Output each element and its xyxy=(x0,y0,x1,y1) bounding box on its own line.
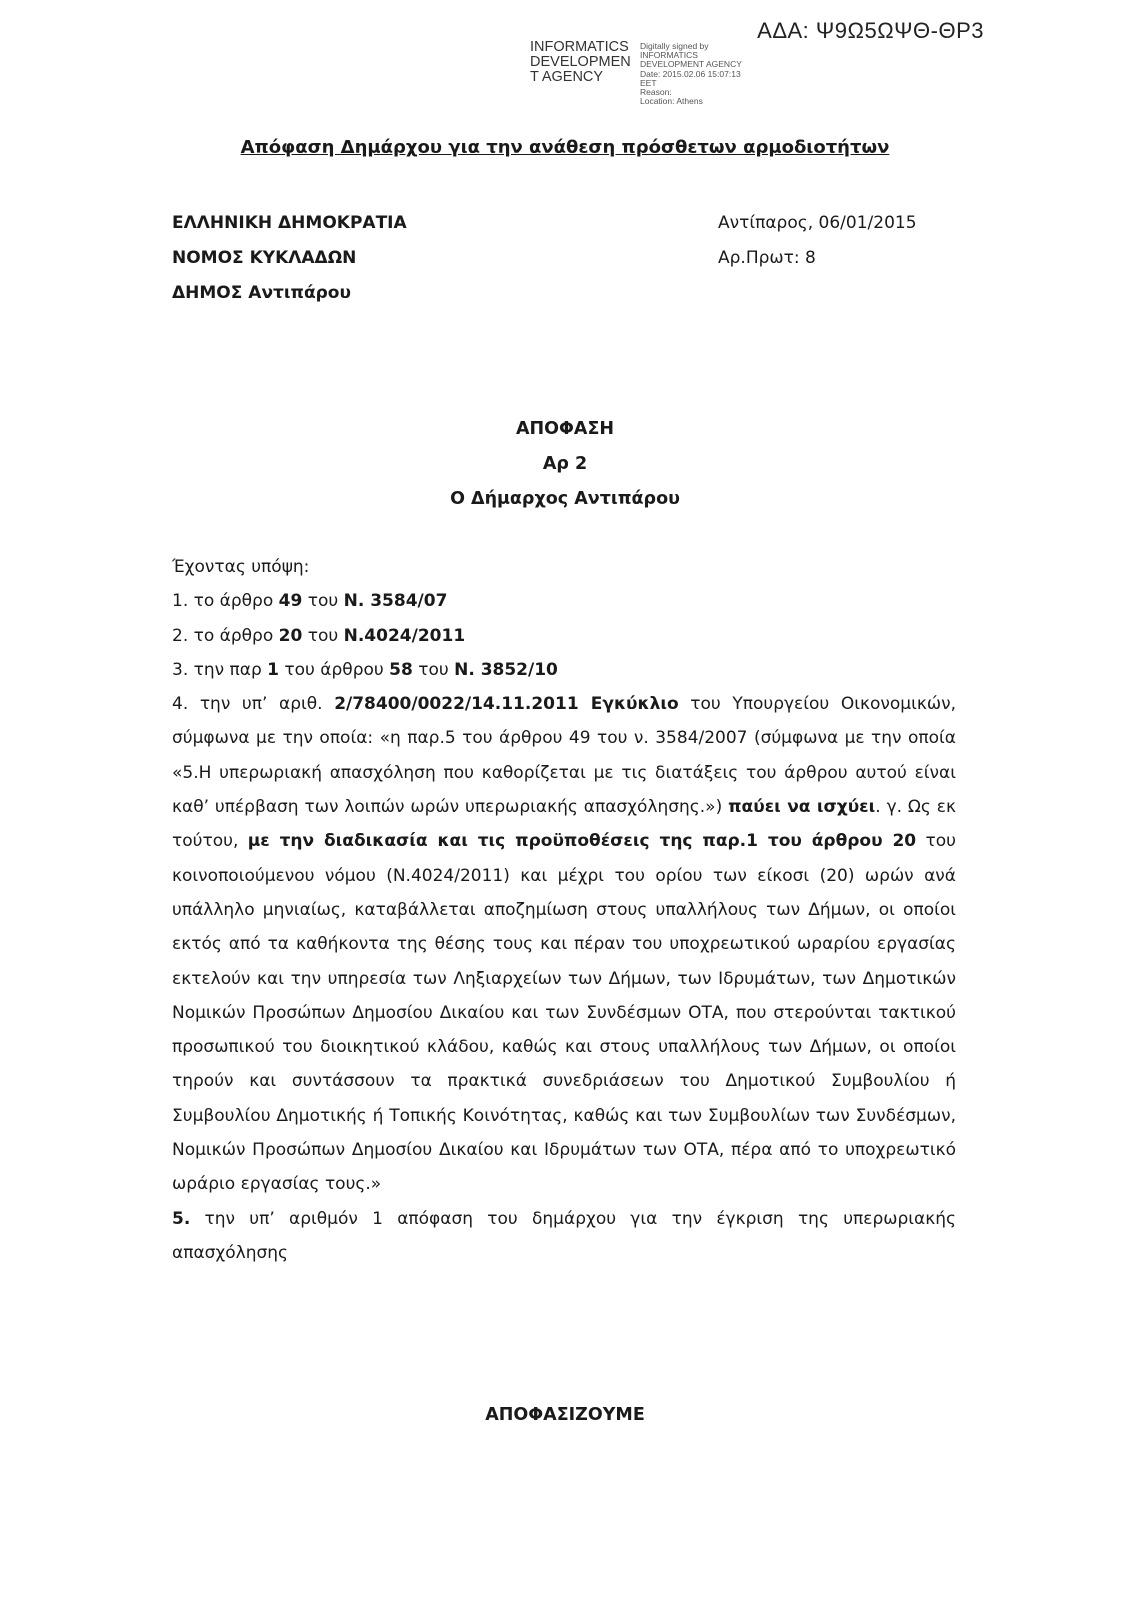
text: του Υπουργείου Οικονομικών, σύμφωνα με την οποία: «η παρ.5 του άρθρου 49 του ν. 3584/2007 (σύμφωνα με την οποία «5.Η υπερωριακή απασχόληση που καθορίζεται με τις διατάξεις του άρθρου αυτού είναι καθ’ υπέρβαση των λοιπών ωρών υπερωριακής απασχόλησης.») xyxy=(172,694,957,818)
text: του xyxy=(302,591,344,612)
consideration-item-1 xyxy=(172,584,956,618)
protocol-number: Αρ.Πρωτ: 8 xyxy=(718,248,816,268)
bold-text: 1 xyxy=(267,659,280,680)
issuer-header xyxy=(172,206,407,311)
bold-text: παύει να ισχύει xyxy=(728,797,876,818)
text: . γ. Ως εκ τούτου, xyxy=(172,797,956,852)
decision-number: Αρ 2 xyxy=(542,454,588,474)
signature-detail-line: INFORMATICS xyxy=(640,50,698,61)
digital-signature xyxy=(530,40,742,106)
text: του άρθρου xyxy=(279,659,390,680)
text: 4. την υπ’ αριθ. xyxy=(172,694,335,715)
bold-text: Ν.4024/2011 xyxy=(343,625,466,646)
text: του κοινοποιούμενου νόμου (Ν.4024/2011) και μέχρι του ορίου των είκοσι (20) ωρών ανά υπάλληλο μηνιαίως, καταβάλλεται αποζημίωση στους υπαλλήλους των Δήμων, οι οποίοι εκτός από τα καθήκοντα της θέσης τους και πέραν του υποχρεωτικού ωραρίου εργασίας εκτελούν και την υπηρεσία των Ληξιαρχείων των Δήμων, των Ιδρυμάτων, των Δημοτικών Νομικών Προσώπων Δημοσίου Δικαίου και των Συνδέσμων ΟΤΑ, που στερούνται τακτικού προσωπικού του διοικητικού κλάδου, καθώς και στους υπαλλήλους των Δήμων, οι οποίοι τηρούν και συντάσσουν τα πρακτικά συνεδριάσεων του Δημοτικού Συμβουλίου ή Συμβουλίου Δημοτικής ή Τοπικής Κοινότητας, καθώς και των Συμβουλίων των Συνδέσμων, Νομικών Προσώπων Δημοσίου Δικαίου και Ιδρυμάτων των ΟΤΑ, πέρα από το υποχρεωτικό ωράριο εργασίας τους.» xyxy=(172,831,956,1195)
text: του xyxy=(412,659,455,680)
decision-heading-block xyxy=(0,412,1130,517)
text: 1. το άρθρο xyxy=(172,591,279,612)
consideration-item-5 xyxy=(172,1202,956,1271)
bold-text: με την διαδικασία και τις προϋποθέσεις της παρ.1 του άρθρου 20 xyxy=(247,831,917,852)
bold-text: 5. xyxy=(172,1208,191,1229)
signer-name xyxy=(530,40,638,85)
considering-intro: Έχοντας υπόψη: xyxy=(172,557,310,577)
considerations xyxy=(172,550,956,1270)
consideration-item-2 xyxy=(172,619,956,653)
signer-name-line: INFORMATICS xyxy=(530,39,629,55)
place-date: Αντίπαρος, 06/01/2015 xyxy=(718,213,917,233)
text: του xyxy=(302,625,344,646)
signature-detail-line: Reason: xyxy=(640,87,672,98)
consideration-item-3 xyxy=(172,653,956,687)
signature-detail-line: EET xyxy=(640,77,657,88)
bold-text: 58 xyxy=(389,659,413,680)
decision-issuer: Ο Δήμαρχος Αντιπάρου xyxy=(450,489,680,509)
signature-detail-line: DEVELOPMENT AGENCY xyxy=(640,59,742,70)
signature-detail-line: Digitally signed by xyxy=(640,41,709,51)
header-municipality: ΔΗΜΟΣ Αντιπάρου xyxy=(172,283,351,303)
we-decide-heading: ΑΠΟΦΑΣΙΖΟΥΜΕ xyxy=(485,1405,645,1425)
signer-name-line: T AGENCY xyxy=(530,69,604,85)
document-title: Απόφαση Δημάρχου για την ανάθεση πρόσθετων αρμοδιοτήτων xyxy=(240,137,890,158)
text: την υπ’ αριθμόν 1 απόφαση του δημάρχου για την έγκριση της υπερωριακής απασχόλησης xyxy=(172,1208,956,1263)
bold-text: 2/78400/0022/14.11.2011 Εγκύκλιο xyxy=(334,694,679,715)
bold-text: 49 xyxy=(278,591,303,612)
signer-name-line: DEVELOPMEN xyxy=(530,54,631,70)
text: 2. το άρθρο xyxy=(172,625,279,646)
signature-detail-line: Location: Athens xyxy=(640,96,703,107)
bold-text: Ν. 3584/07 xyxy=(343,591,448,612)
decision-heading: ΑΠΟΦΑΣΗ xyxy=(515,419,615,439)
date-protocol-header xyxy=(718,206,917,276)
bold-text: Ν. 3852/10 xyxy=(454,659,558,680)
text: 3. την παρ xyxy=(172,659,268,680)
header-prefecture: ΝΟΜΟΣ ΚΥΚΛΑΔΩΝ xyxy=(172,248,357,268)
ada-code: ΑΔΑ: Ψ9Ω5ΩΨΘ-ΘΡ3 xyxy=(757,18,984,43)
consideration-item-4 xyxy=(172,687,956,1201)
header-republic: ΕΛΛΗΝΙΚΗ ΔΗΜΟΚΡΑΤΙΑ xyxy=(172,213,407,233)
signature-detail-line: Date: 2015.02.06 15:07:13 xyxy=(640,68,741,79)
bold-text: 20 xyxy=(278,625,303,646)
signature-details xyxy=(640,42,742,106)
